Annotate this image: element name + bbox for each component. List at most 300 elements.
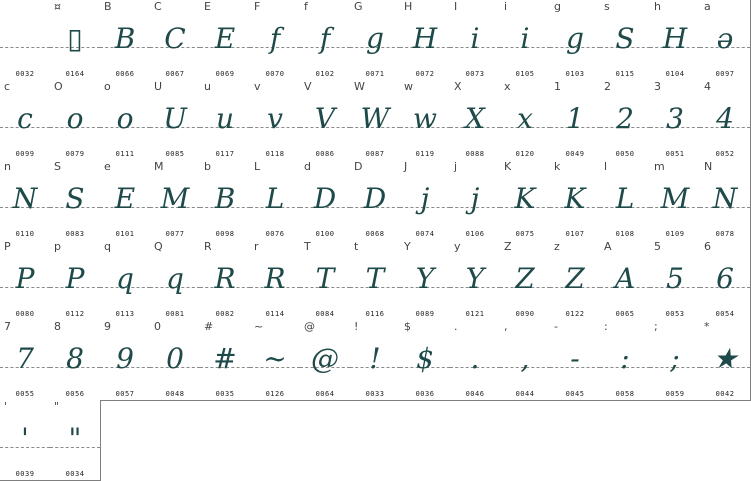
glyph-sample: ★ <box>712 342 738 375</box>
glyph-label: W <box>354 80 365 93</box>
glyph-sample: Y <box>415 262 435 295</box>
glyph-cell <box>250 160 301 241</box>
glyph-cell <box>0 240 51 321</box>
glyph-cell <box>300 80 351 161</box>
glyph-code: 0088 <box>465 150 485 158</box>
glyph-cell <box>600 320 651 401</box>
glyph-sample: q <box>116 262 134 295</box>
glyph-code: 0109 <box>665 230 685 238</box>
glyph-sample: N <box>712 182 738 215</box>
glyph-code: 0080 <box>15 310 35 318</box>
glyph-label: N <box>704 160 713 173</box>
glyph-label: q <box>104 240 111 253</box>
glyph-cell <box>100 160 151 241</box>
glyph-label: T <box>304 240 311 253</box>
glyph-sample: $ <box>416 342 434 375</box>
glyph-code: 0164 <box>65 70 85 78</box>
glyph-cell <box>0 320 51 401</box>
glyph-code: 0068 <box>365 230 385 238</box>
glyph-label: R <box>204 240 212 253</box>
glyph-label: 9 <box>104 320 111 333</box>
glyph-code: 0103 <box>565 70 585 78</box>
glyph-code: 0108 <box>615 230 635 238</box>
glyph-code: 0069 <box>215 70 235 78</box>
glyph-cell <box>300 160 351 241</box>
glyph-cell <box>300 240 351 321</box>
glyph-sample: X <box>465 102 485 135</box>
glyph-code: 0078 <box>715 230 735 238</box>
glyph-cell <box>600 240 651 321</box>
glyph-label: # <box>204 320 214 333</box>
glyph-sample: ~ <box>263 342 287 375</box>
glyph-cell <box>700 240 751 321</box>
glyph-code: 0102 <box>315 70 335 78</box>
glyph-code: 0067 <box>165 70 185 78</box>
glyph-sample: 7 <box>16 342 34 375</box>
glyph-code: 0049 <box>565 150 585 158</box>
glyph-label: I <box>454 0 458 13</box>
glyph-cell <box>500 320 551 401</box>
glyph-cell <box>200 160 251 241</box>
glyph-cell <box>250 240 301 321</box>
glyph-code: 0075 <box>515 230 535 238</box>
glyph-label: o <box>104 80 111 93</box>
glyph-cell <box>550 0 601 81</box>
glyph-cell <box>50 400 101 481</box>
glyph-sample: u <box>215 102 235 135</box>
glyph-cell <box>50 0 101 81</box>
glyph-code: 0053 <box>665 310 685 318</box>
glyph-label: C <box>154 0 162 13</box>
glyph-label: j <box>454 160 458 173</box>
glyph-cell <box>600 80 651 161</box>
glyph-sample: 4 <box>716 102 734 135</box>
glyph-label: ' <box>4 400 8 413</box>
glyph-label: 5 <box>654 240 661 253</box>
glyph-sample: D <box>313 182 337 215</box>
glyph-sample: . <box>470 342 480 375</box>
glyph-cell <box>0 0 51 81</box>
glyph-cell <box>50 80 101 161</box>
glyph-code: 0089 <box>415 310 435 318</box>
glyph-label: Z <box>504 240 512 253</box>
glyph-code: 0097 <box>715 70 735 78</box>
glyph-sample: f <box>269 22 281 55</box>
glyph-code: 0085 <box>165 150 185 158</box>
glyph-label: F <box>254 0 261 13</box>
glyph-label: s <box>604 0 610 13</box>
glyph-sample: D <box>363 182 387 215</box>
glyph-label: M <box>154 160 164 173</box>
glyph-code: 0042 <box>715 390 735 398</box>
glyph-label: , <box>504 320 508 333</box>
glyph-label: w <box>404 80 413 93</box>
glyph-cell <box>400 320 451 401</box>
glyph-cell <box>600 0 651 81</box>
glyph-sample: o <box>116 102 134 135</box>
glyph-code: 0057 <box>115 390 135 398</box>
glyph-cell <box>200 80 251 161</box>
glyph-sample: R <box>264 262 286 295</box>
glyph-sample: M <box>660 182 690 215</box>
glyph-code: 0058 <box>615 390 635 398</box>
glyph-label: A <box>604 240 612 253</box>
glyph-sample: w <box>413 102 437 135</box>
glyph-cell <box>150 0 201 81</box>
glyph-label: g <box>554 0 561 13</box>
glyph-sample: 3 <box>666 102 684 135</box>
glyph-label: 1 <box>554 80 561 93</box>
glyph-code: 0117 <box>215 150 235 158</box>
glyph-cell <box>700 160 751 241</box>
glyph-sample: A <box>614 262 636 295</box>
glyph-label: * <box>704 320 710 333</box>
glyph-code: 0120 <box>515 150 535 158</box>
glyph-sample: x <box>517 102 533 135</box>
glyph-code: 0082 <box>215 310 235 318</box>
glyph-cell <box>350 0 401 81</box>
glyph-sample: ; <box>670 342 680 375</box>
glyph-code: 0114 <box>265 310 285 318</box>
glyph-sample: B <box>114 22 136 55</box>
glyph-label: x <box>504 80 511 93</box>
glyph-code: 0106 <box>465 230 485 238</box>
glyph-cell <box>250 320 301 401</box>
glyph-code: 0113 <box>115 310 135 318</box>
glyph-cell <box>150 240 201 321</box>
glyph-code: 0064 <box>315 390 335 398</box>
glyph-sample: S <box>615 22 635 55</box>
glyph-code: 0071 <box>365 70 385 78</box>
glyph-label: V <box>304 80 312 93</box>
glyph-sample: R <box>214 262 236 295</box>
glyph-cell <box>400 80 451 161</box>
glyph-sample: 6 <box>716 262 734 295</box>
glyph-label: . <box>454 320 458 333</box>
glyph-sample: ! <box>369 342 381 375</box>
glyph-sample: , <box>520 342 530 375</box>
glyph-code: 0107 <box>565 230 585 238</box>
glyph-sample: o <box>66 102 84 135</box>
glyph-cell <box>550 240 601 321</box>
glyph-label: t <box>354 240 359 253</box>
glyph-label: 3 <box>654 80 661 93</box>
glyph-label: v <box>254 80 261 93</box>
glyph-label: U <box>154 80 163 93</box>
glyph-label: l <box>604 160 608 173</box>
glyph-cell <box>700 320 751 401</box>
glyph-label: H <box>404 0 413 13</box>
glyph-sample: Y <box>465 262 485 295</box>
glyph-cell <box>400 160 451 241</box>
glyph-label: k <box>554 160 561 173</box>
glyph-cell <box>500 0 551 81</box>
glyph-cell <box>450 240 501 321</box>
glyph-label: L <box>254 160 261 173</box>
glyph-cell <box>350 240 401 321</box>
glyph-code: 0079 <box>65 150 85 158</box>
glyph-code: 0099 <box>15 150 35 158</box>
glyph-code: 0083 <box>65 230 85 238</box>
glyph-code: 0050 <box>615 150 635 158</box>
glyph-code: 0098 <box>215 230 235 238</box>
glyph-code: 0101 <box>115 230 135 238</box>
glyph-code: 0100 <box>315 230 335 238</box>
glyph-sample: Z <box>565 262 585 295</box>
glyph-cell <box>500 240 551 321</box>
glyph-cell <box>550 80 601 161</box>
glyph-code: 0039 <box>15 470 35 478</box>
glyph-sample: H <box>412 22 438 55</box>
glyph-label: " <box>54 400 60 413</box>
glyph-sample: : <box>620 342 630 375</box>
glyph-label: O <box>54 80 63 93</box>
glyph-label: z <box>554 240 560 253</box>
glyph-label: 4 <box>704 80 711 93</box>
glyph-label: f <box>304 0 308 13</box>
glyph-code: 0045 <box>565 390 585 398</box>
glyph-cell <box>650 320 701 401</box>
glyph-code: 0056 <box>65 390 85 398</box>
glyph-cell <box>650 160 701 241</box>
glyph-sample: T <box>365 262 385 295</box>
glyph-sample: B <box>214 182 236 215</box>
glyph-sample: K <box>514 182 536 215</box>
glyph-cell <box>250 80 301 161</box>
glyph-label: E <box>204 0 211 13</box>
glyph-cell <box>350 320 401 401</box>
glyph-sample: g <box>366 22 384 55</box>
glyph-sample: i <box>520 22 530 55</box>
glyph-sample: P <box>65 262 85 295</box>
glyph-label: e <box>104 160 111 173</box>
glyph-label: S <box>54 160 61 173</box>
glyph-sample: P <box>15 262 35 295</box>
glyph-code: 0059 <box>665 390 685 398</box>
glyph-label: p <box>54 240 61 253</box>
glyph-cell <box>350 160 401 241</box>
glyph-code: 0036 <box>415 390 435 398</box>
glyph-cell <box>250 0 301 81</box>
glyph-sample: E <box>114 182 136 215</box>
glyph-label: u <box>204 80 211 93</box>
glyph-code: 0112 <box>65 310 85 318</box>
glyph-code: 0033 <box>365 390 385 398</box>
glyph-sample: L <box>265 182 285 215</box>
glyph-sample: i <box>470 22 480 55</box>
glyph-label: G <box>354 0 363 13</box>
glyph-cell <box>600 160 651 241</box>
glyph-sample: # <box>213 342 237 375</box>
glyph-code: 0119 <box>415 150 435 158</box>
glyph-cell <box>100 320 151 401</box>
glyph-label: ~ <box>254 320 264 333</box>
glyph-code: 0066 <box>115 70 135 78</box>
glyph-label: ; <box>654 320 658 333</box>
glyph-label: 2 <box>604 80 611 93</box>
glyph-cell <box>200 320 251 401</box>
glyph-cell <box>400 0 451 81</box>
glyph-label: J <box>404 160 408 173</box>
glyph-code: 0104 <box>665 70 685 78</box>
glyph-label: ¤ <box>54 0 61 13</box>
glyph-cell <box>650 0 701 81</box>
glyph-label: 7 <box>4 320 11 333</box>
glyph-label: 6 <box>704 240 711 253</box>
glyph-label: ! <box>354 320 359 333</box>
glyph-sample <box>0 14 50 64</box>
glyph-code: 0115 <box>615 70 635 78</box>
glyph-sample: 5 <box>666 262 684 295</box>
glyph-sample: T <box>315 262 335 295</box>
glyph-sample: S <box>65 182 85 215</box>
glyph-sample: 8 <box>66 342 84 375</box>
glyph-label: d <box>304 160 311 173</box>
glyph-code: 0070 <box>265 70 285 78</box>
glyph-code: 0035 <box>215 390 235 398</box>
glyph-sample: U <box>163 102 187 135</box>
glyph-sample: g <box>566 22 584 55</box>
glyph-sample: Z <box>515 262 535 295</box>
glyph-code: 0111 <box>115 150 135 158</box>
glyph-sample: ▯ <box>67 22 83 55</box>
glyph-sample: @ <box>311 342 339 375</box>
glyph-code: 0055 <box>15 390 35 398</box>
glyph-sample: " <box>68 422 82 455</box>
glyph-cell <box>350 80 401 161</box>
glyph-label: n <box>4 160 11 173</box>
glyph-cell <box>100 80 151 161</box>
glyph-label: c <box>4 80 11 93</box>
glyph-sample: H <box>662 22 688 55</box>
glyph-cell <box>450 160 501 241</box>
glyph-sample: v <box>267 102 283 135</box>
glyph-code: 0084 <box>315 310 335 318</box>
glyph-label: X <box>454 80 462 93</box>
glyph-sample: M <box>160 182 190 215</box>
glyph-code: 0122 <box>565 310 585 318</box>
glyph-code: 0065 <box>615 310 635 318</box>
glyph-code: 0044 <box>515 390 535 398</box>
glyph-cell <box>450 0 501 81</box>
glyph-cell <box>500 80 551 161</box>
glyph-cell <box>700 80 751 161</box>
glyph-code: 0034 <box>65 470 85 478</box>
glyph-label: 0 <box>154 320 161 333</box>
glyph-sample: E <box>214 22 236 55</box>
glyph-label: Q <box>154 240 163 253</box>
glyph-sample: L <box>615 182 635 215</box>
glyph-cell <box>450 80 501 161</box>
glyph-cell <box>300 320 351 401</box>
glyph-label: @ <box>304 320 315 333</box>
glyph-cell <box>650 80 701 161</box>
glyph-code: 0090 <box>515 310 535 318</box>
glyph-cell <box>50 320 101 401</box>
glyph-label: D <box>354 160 363 173</box>
glyph-cell <box>150 160 201 241</box>
glyph-cell <box>300 0 351 81</box>
glyph-code: 0105 <box>515 70 535 78</box>
glyph-label: : <box>604 320 608 333</box>
glyph-sample: 2 <box>616 102 634 135</box>
glyph-label: i <box>504 0 508 13</box>
glyph-sample: W <box>360 102 390 135</box>
glyph-cell <box>650 240 701 321</box>
glyph-sample: c <box>17 102 33 135</box>
glyph-sample: ' <box>21 422 29 455</box>
glyph-sample: N <box>12 182 38 215</box>
glyph-cell <box>550 160 601 241</box>
glyph-sample: ə <box>716 22 734 55</box>
glyph-cell <box>700 0 751 81</box>
glyph-cell <box>0 80 51 161</box>
glyph-code: 0052 <box>715 150 735 158</box>
glyph-code: 0051 <box>665 150 685 158</box>
glyph-cell <box>550 320 601 401</box>
glyph-sample: f <box>319 22 331 55</box>
glyph-code: 0073 <box>465 70 485 78</box>
glyph-cell <box>100 240 151 321</box>
glyph-label: y <box>454 240 461 253</box>
glyph-label: K <box>504 160 512 173</box>
glyph-cell <box>150 320 201 401</box>
glyph-code: 0116 <box>365 310 385 318</box>
glyph-cell <box>150 80 201 161</box>
glyph-cell <box>0 400 51 481</box>
glyph-code: 0054 <box>715 310 735 318</box>
glyph-code: 0087 <box>365 150 385 158</box>
glyph-code: 0126 <box>265 390 285 398</box>
glyph-code: 0032 <box>15 70 35 78</box>
glyph-label: P <box>4 240 11 253</box>
glyph-cell <box>500 160 551 241</box>
glyph-code: 0077 <box>165 230 185 238</box>
glyph-cell <box>50 240 101 321</box>
glyph-sample: 0 <box>166 342 184 375</box>
glyph-sample: K <box>564 182 586 215</box>
glyph-label: b <box>204 160 211 173</box>
glyph-code: 0121 <box>465 310 485 318</box>
glyph-cell <box>400 240 451 321</box>
glyph-code: 0110 <box>15 230 35 238</box>
glyph-code: 0118 <box>265 150 285 158</box>
glyph-label: 8 <box>54 320 61 333</box>
glyph-label: m <box>654 160 665 173</box>
glyph-sample: j <box>470 182 480 215</box>
glyph-code: 0074 <box>415 230 435 238</box>
glyph-sample: j <box>420 182 430 215</box>
glyph-code: 0048 <box>165 390 185 398</box>
glyph-code: 0081 <box>165 310 185 318</box>
glyph-cell <box>0 160 51 241</box>
glyph-code: 0046 <box>465 390 485 398</box>
glyph-cell <box>200 0 251 81</box>
glyph-label: r <box>254 240 259 253</box>
glyph-label: a <box>704 0 711 13</box>
glyph-label: B <box>104 0 112 13</box>
glyph-sample: 1 <box>566 102 584 135</box>
glyph-code: 0072 <box>415 70 435 78</box>
glyph-sample: q <box>166 262 184 295</box>
glyph-sample: - <box>570 342 580 375</box>
glyph-sample: C <box>164 22 186 55</box>
glyph-label: - <box>554 320 558 333</box>
glyph-code: 0086 <box>315 150 335 158</box>
glyph-label: $ <box>404 320 411 333</box>
glyph-cell <box>100 0 151 81</box>
glyph-cell <box>450 320 501 401</box>
